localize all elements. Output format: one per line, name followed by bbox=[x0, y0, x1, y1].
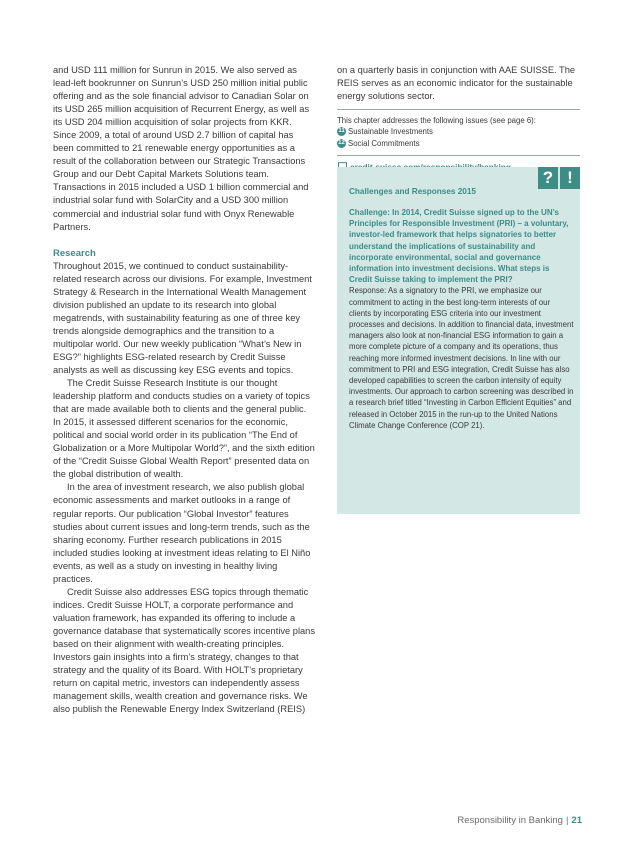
issues-intro: This chapter addresses the following issues (see page 6): bbox=[337, 116, 536, 126]
challenges-responses-box bbox=[337, 167, 580, 514]
issue-label: Social Commitments bbox=[348, 138, 420, 148]
body-paragraph: and USD 111 million for Sunrun in 2015. We also served as lead-left bookrunner on Sunrun’s USD 250 million initial public offering and as the sole financial advisor to Canadian Solar on its USD 265 million acquisition of Recurrent Energy, as well as its USD 204 million acquisition of solar projects from KKR. Since 2009, a total of around USD 2.7 billion of capital has been committed to 21 renewable energy opportunities as a result of the collaboration between our Strategic Transactions Group and our Debt Capital Markets Solutions team. Transactions in 2015 included a USD 1 billion commercial and industrial solar fund with SolarCity and a USD 300 million commercial and industrial solar fund with Onyx Renewable Partners. bbox=[53, 65, 310, 232]
response-text: Response: As a signatory to the PRI, we emphasize our commitment to acting in the best long-term interests of our clients by incorporating ESG criteria into our investment processes and decisions. In addition to financial data, investment managers also look at non-financial ESG information to gain a more complete picture of a company and its operations, thus reaching more informed investment decisions. In line with our commitment to PRI and ESG integration, Credit Suisse has also developed capabilities to screen the carbon intensity of equity investments. Our approach to carbon screening was described in a research brief titled “Investing in Carbon Efficient Equities” and released in October 2015 in the run-up to the United Nations Climate Change Conference (COP 21). bbox=[349, 286, 574, 430]
right-column bbox=[337, 64, 580, 430]
issue-item bbox=[337, 138, 580, 149]
exclamation-mark-icon: ! bbox=[560, 167, 580, 189]
issue-number-badge: 11 bbox=[338, 128, 345, 135]
issue-item bbox=[337, 126, 580, 137]
body-paragraph: Throughout 2015, we continued to conduct sustainability-related research across our divisions. For example, Investment Strategy & Research in the International Wealth Management division published an update to its research into global megatrends, with sustainability featuring as one of three key trends alongside demographics and the transition to a multipolar world. Our new weekly publication “What’s New in ESG?” highlights ESG-related research by Credit Suisse analysts as well as discussing key ESG events and topics. bbox=[53, 260, 312, 375]
box-title: Challenges and Responses 2015 bbox=[349, 187, 476, 196]
issue-label: Sustainable Investments bbox=[348, 127, 433, 137]
box-content bbox=[349, 186, 574, 431]
body-paragraph: on a quarterly basis in conjunction with AAE SUISSE. The REIS serves as an economic indicator for the sustainable energy solutions sector. bbox=[337, 65, 576, 102]
page-footer bbox=[457, 815, 582, 826]
page-number: 21 bbox=[571, 815, 582, 826]
divider bbox=[337, 155, 580, 156]
body-paragraph: Credit Suisse also addresses ESG topics through thematic indices. Credit Suisse HOLT, a corporate performance and valuation framework, has expanded its offering to include a governance database that systematically scores incentive plans based on their alignment with wealth-creating principles. Investors gain insights into a firm’s strategy, changes to that strategy and the quality of its Board. With HOLT’s proprietary return on capital metric, investors can independently assess management skills, wealth creation and governance risks. We also publish the Renewable Energy Index Switzerland (REIS) bbox=[53, 586, 316, 715]
body-paragraph: The Credit Suisse Research Institute is our thought leadership platform and conducts studies on a variety of topics that are made available both to clients and the general public. In 2015, it assessed different scenarios for the economic, political and social world order in its publication “The End of Globalization or a More Multipolar World?”, and the sixth edition of the “Credit Suisse Global Wealth Report” presented data on the global distribution of wealth. bbox=[53, 378, 315, 480]
body-paragraph: In the area of investment research, we also publish global economic assessments and market outlooks in a range of regular reports. Our publication “Global Investor” features studies about current issues and long-term trends, such as the sharing economy. Further research publications in 2015 included studies looking at investment ideas relating to El Niño events, as well as a study on investing in healthy living practices. bbox=[53, 482, 311, 584]
issue-number-badge: 12 bbox=[338, 139, 345, 146]
section-heading-research: Research bbox=[53, 247, 96, 259]
footer-section: Responsibility in Banking bbox=[457, 815, 563, 826]
divider bbox=[337, 109, 580, 110]
left-column bbox=[53, 64, 315, 716]
question-mark-icon: ? bbox=[538, 167, 558, 189]
footer-separator: | bbox=[565, 815, 569, 826]
challenge-text: Challenge: In 2014, Credit Suisse signed up to the UN’s Principles for Responsible Investment (PRI) – a voluntary, investor-led framework that helps signatories to better understand the implications of sustainability and incorporate environmental, social and governance information into investment decisions. What steps is Credit Suisse taking to implement the PRI? bbox=[349, 208, 569, 285]
